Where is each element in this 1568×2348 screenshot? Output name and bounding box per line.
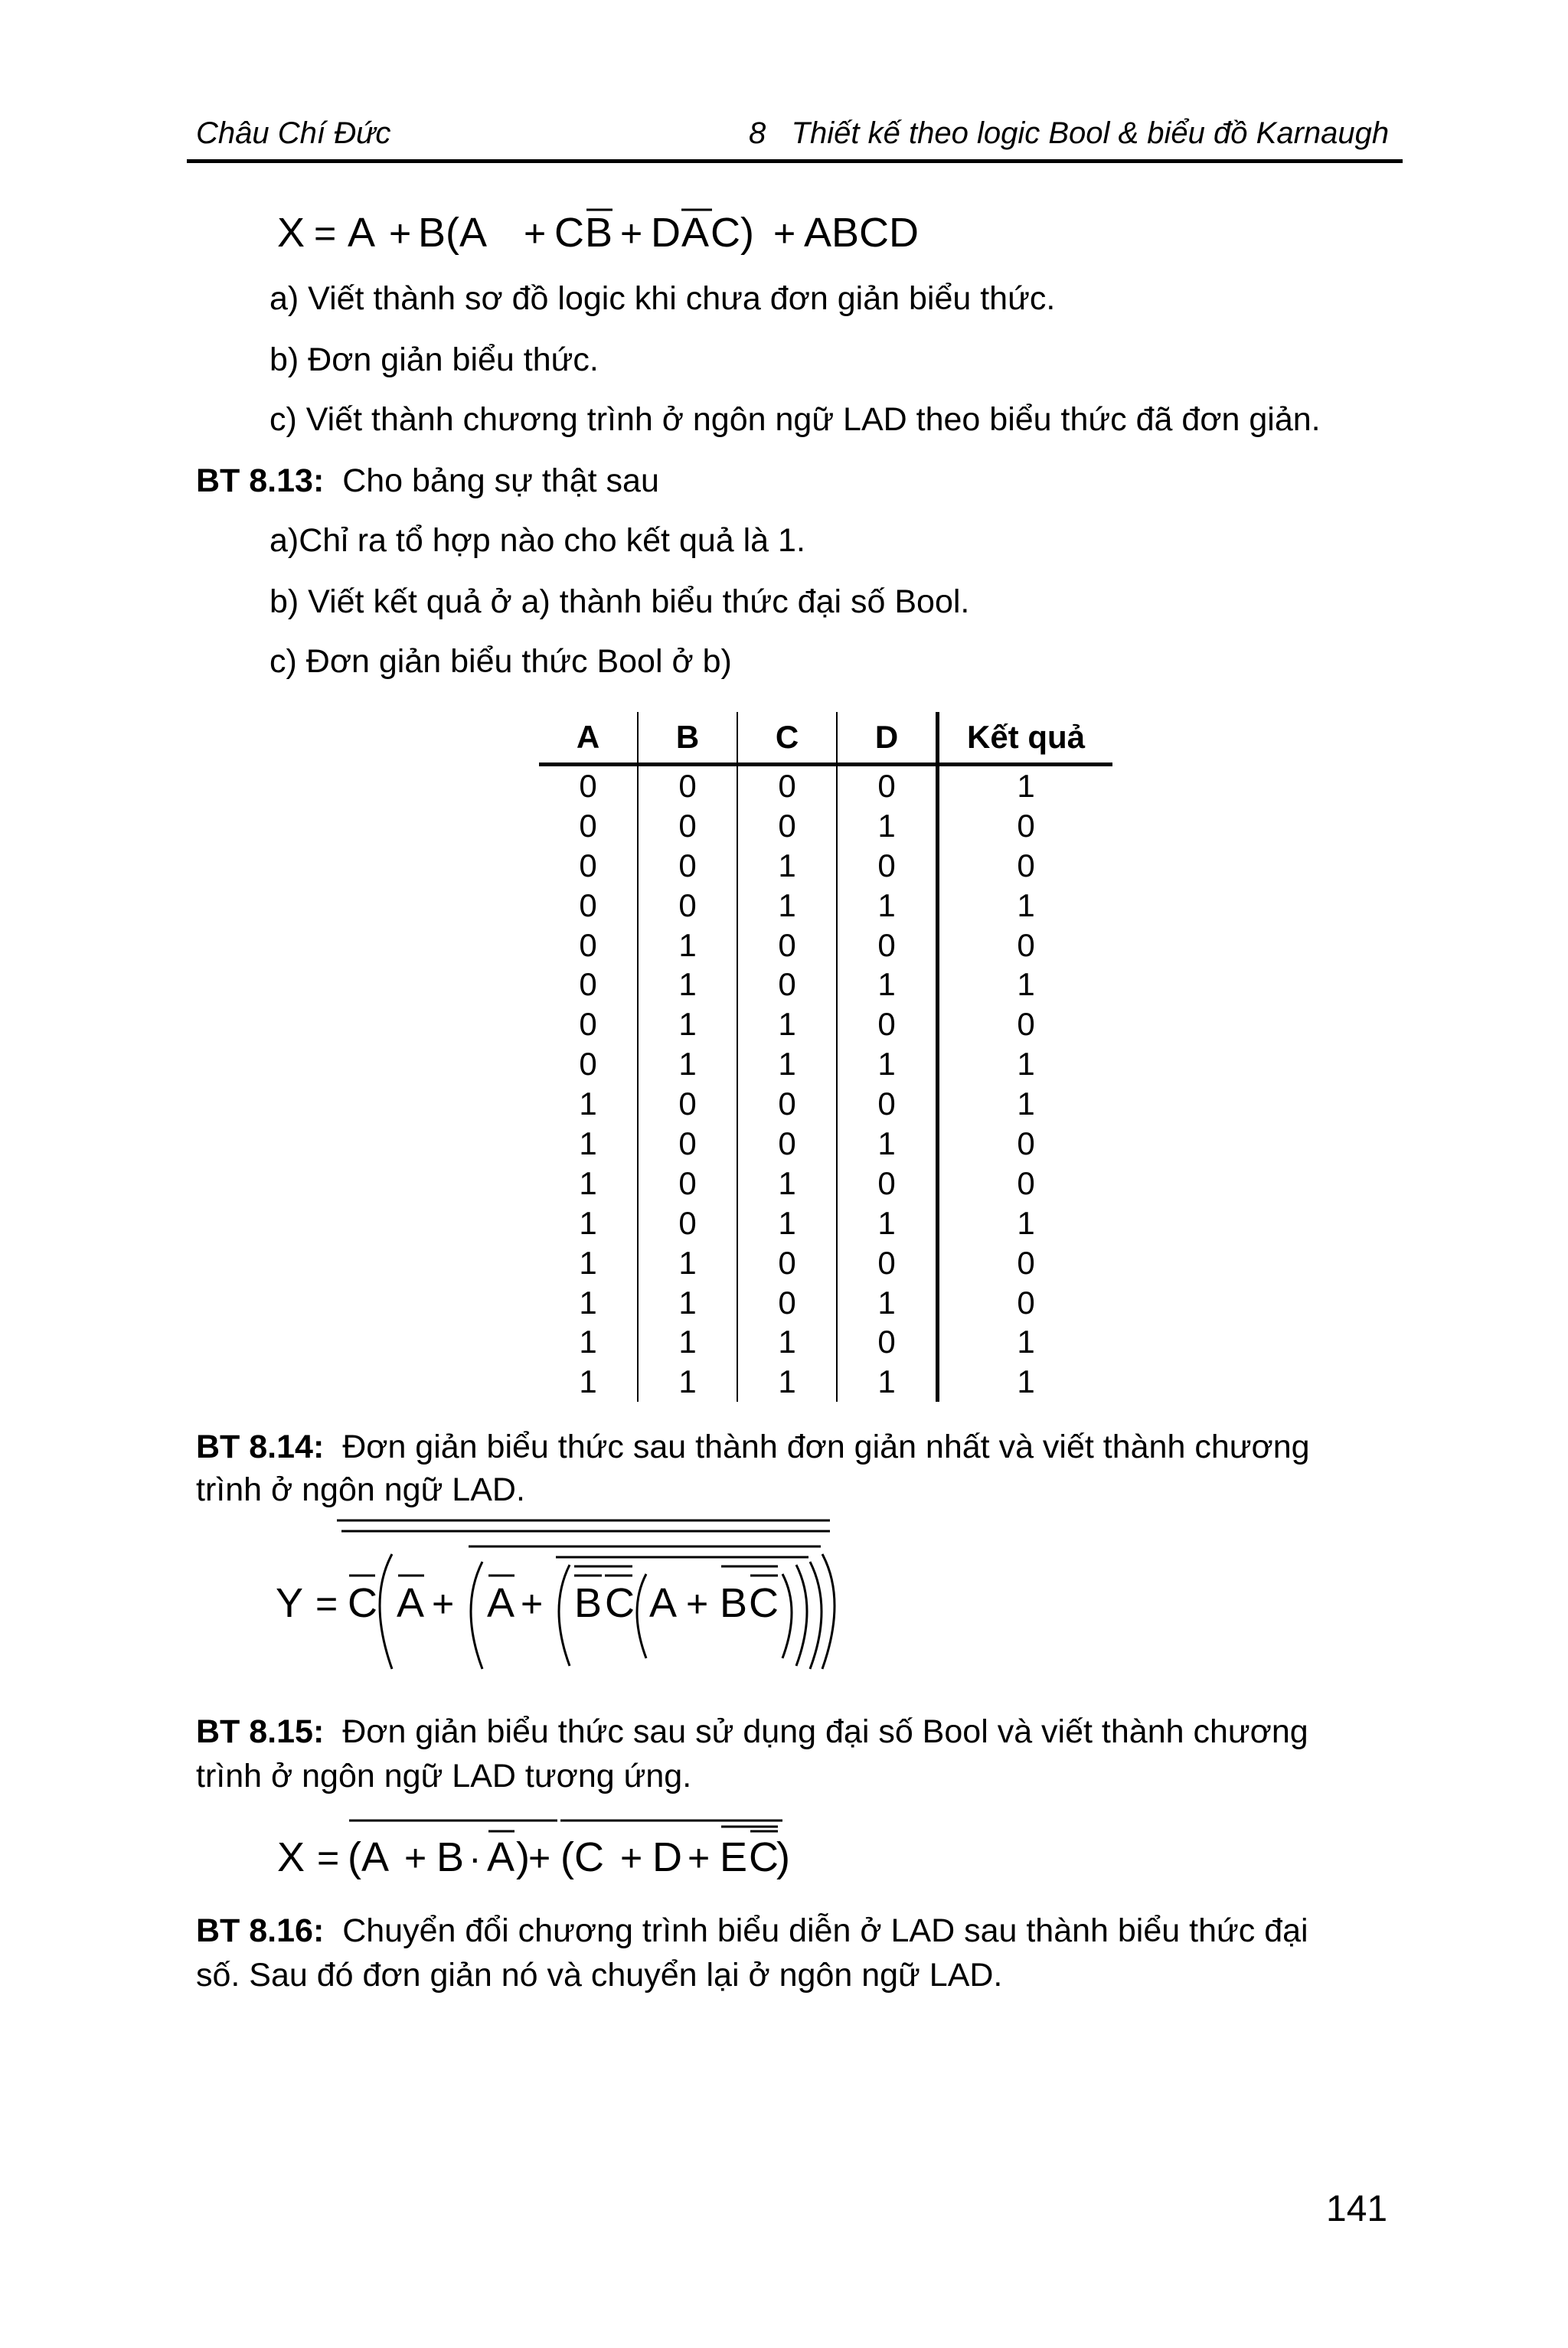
table-cell: 0 [539,1044,638,1084]
svg-text:+: + [620,1837,643,1879]
table-cell: 1 [638,1283,737,1323]
table-cell: 0 [737,1084,837,1124]
table-cell: 0 [1017,1244,1035,1281]
table-cell: 1 [837,886,938,926]
svg-text:=: = [315,1582,338,1625]
bt815-text-line1: Đơn giản biểu thức sau sử dụng đại số Bool và viết thành chương [342,1713,1308,1750]
svg-text:+: + [620,212,643,255]
svg-text:): ) [776,1834,790,1880]
bt815-line2: trình ở ngôn ngữ LAD tương ứng. [196,1758,692,1794]
svg-text:A: A [487,1580,515,1626]
svg-text:B: B [585,210,613,256]
table-cell: 0 [737,765,837,806]
svg-text:): ) [516,1834,530,1880]
table-cell: 1 [737,1164,837,1203]
formula-bt814 [268,1516,880,1684]
svg-text:=: = [317,1837,340,1879]
table-cell: 0 [638,886,737,926]
table-cell: 0 [1017,847,1035,883]
table-cell: 0 [837,1164,938,1203]
bt813-text: Cho bảng sự thật sau [342,462,659,499]
table-cell: 0 [737,1283,837,1323]
col-header-b: B [638,712,737,765]
svg-text:B: B [720,1580,748,1626]
table-cell: 1 [737,1044,837,1084]
table-cell: 1 [638,965,737,1004]
bt814-line2: trình ở ngôn ngữ LAD. [196,1471,525,1508]
svg-text:(C: (C [560,1834,604,1880]
formula-lhs: X [277,210,305,256]
table-cell: 0 [539,965,638,1004]
svg-text:B: B [436,1834,465,1880]
table-cell: 0 [638,846,737,886]
svg-text:D: D [652,1834,682,1880]
svg-text:+: + [773,212,796,255]
table-cell: 1 [539,1283,638,1323]
table-cell: 0 [638,1164,737,1203]
table-cell: 1 [1017,1324,1035,1360]
svg-text:(A: (A [348,1834,389,1880]
table-cell: 1 [638,1004,737,1044]
table-cell: 1 [837,806,938,846]
svg-text:C: C [554,210,584,256]
table-cell: 1 [638,1044,737,1084]
table-cell: 1 [837,1124,938,1164]
table-cell: 0 [539,846,638,886]
table-cell: 0 [837,926,938,965]
svg-text:B(A: B(A [418,210,488,256]
page-number: 141 [1326,2189,1388,2229]
table-row [539,1283,1112,1323]
table-cell: 0 [1017,1125,1035,1161]
table-row [539,846,1112,886]
table-cell: 1 [1017,1204,1035,1241]
svg-text:C: C [749,1834,779,1880]
table-cell: 0 [737,1243,837,1283]
svg-text:+: + [686,1582,709,1625]
table-cell: 1 [737,1203,837,1243]
svg-text:+: + [389,212,412,255]
svg-text:D: D [651,210,681,256]
col-header-c: C [737,712,837,765]
table-cell: 0 [837,1004,938,1044]
table-row [539,765,1112,806]
table-cell: 0 [1017,1006,1035,1043]
table-cell: 0 [638,1203,737,1243]
table-cell: 1 [837,1283,938,1323]
table-cell: 1 [539,1084,638,1124]
bt816-text-line1: Chuyển đổi chương trình biểu diễn ở LAD sau thành biểu thức đại [342,1912,1308,1949]
svg-text:C: C [749,1580,779,1626]
table-cell: 1 [539,1362,638,1402]
table-row [539,1124,1112,1164]
table-row [539,1004,1112,1044]
truth-table [539,712,1112,1402]
svg-text:=: = [314,212,337,255]
truth-table-header [539,712,1112,765]
formula-bt815 [268,1811,880,1888]
svg-text:A: A [649,1580,678,1626]
table-cell: 0 [837,1243,938,1283]
table-row [539,886,1112,926]
svg-text:A: A [397,1580,425,1626]
bt814-label: BT 8.14: [196,1429,325,1465]
table-cell: 0 [737,926,837,965]
table-cell: 0 [638,806,737,846]
table-row [539,1164,1112,1203]
table-cell: 1 [638,1362,737,1402]
table-cell: 1 [1017,966,1035,1003]
bt813-item-a: a)Chỉ ra tổ hợp nào cho kết quả là 1. [270,522,805,559]
table-cell: 0 [837,1322,938,1362]
table-cell: 1 [539,1203,638,1243]
table-cell: 1 [1017,1046,1035,1083]
svg-text:ABCD: ABCD [804,210,920,256]
bt812-item-b: b) Đơn giản biểu thức. [270,341,599,378]
header-rule [187,159,1403,163]
table-cell: 0 [737,806,837,846]
table-cell: 0 [539,765,638,806]
table-cell: 1 [539,1243,638,1283]
table-cell: 1 [737,1362,837,1402]
bt815-line1 [196,1713,1308,1751]
truth-table-body [539,765,1112,1403]
table-cell: 1 [539,1322,638,1362]
table-cell: 1 [1017,887,1035,923]
table-cell: 1 [539,1124,638,1164]
table-cell: 0 [539,806,638,846]
table-cell: 1 [1017,1086,1035,1122]
svg-text:A: A [487,1834,515,1880]
table-cell: 1 [737,1322,837,1362]
table-cell: 0 [638,1124,737,1164]
bt812-item-a: a) Viết thành sơ đồ logic khi chưa đơn giản biểu thức. [270,280,1056,317]
table-cell: 1 [638,1322,737,1362]
table-cell: 0 [837,765,938,806]
table-cell: 0 [837,846,938,886]
table-cell: 0 [638,765,737,806]
table-row [539,1362,1112,1402]
bt813-item-b: b) Viết kết quả ở a) thành biểu thức đại số Bool. [270,583,970,620]
col-header-a: A [539,712,638,765]
bt815-label: BT 8.15: [196,1713,325,1750]
svg-text:+: + [432,1582,455,1625]
svg-text:·: · [469,1837,482,1879]
svg-text:C: C [348,1580,377,1626]
table-row [539,926,1112,965]
table-row [539,1044,1112,1084]
svg-text:X: X [277,1834,305,1880]
svg-text:+: + [688,1837,710,1879]
table-cell: 0 [539,926,638,965]
table-cell: 0 [737,1124,837,1164]
bt813-label: BT 8.13: [196,462,325,499]
table-row [539,806,1112,846]
svg-text:B: B [574,1580,603,1626]
table-cell: 1 [837,1362,938,1402]
bt816-line2: số. Sau đó đơn giản nó và chuyển lại ở ngôn ngữ LAD. [196,1957,1003,1994]
table-cell: 1 [737,1004,837,1044]
svg-text:A: A [348,210,376,256]
table-row [539,1243,1112,1283]
table-cell: 1 [837,965,938,1004]
bt813-heading [196,462,659,500]
col-header-result: Kết quả [938,712,1113,765]
table-row [539,965,1112,1004]
table-cell: 1 [539,1164,638,1203]
svg-text:A: A [681,210,710,256]
table-cell: 1 [737,886,837,926]
svg-text:+: + [524,212,547,255]
table-cell: 0 [539,886,638,926]
table-cell: 1 [1017,1363,1035,1400]
svg-text:C: C [605,1580,635,1626]
table-row [539,1203,1112,1243]
table-cell: 0 [737,965,837,1004]
bt812-item-c: c) Viết thành chương trình ở ngôn ngữ LAD theo biểu thức đã đơn giản. [270,401,1321,438]
table-cell: 1 [638,926,737,965]
svg-text:+: + [404,1837,427,1879]
table-row [539,1084,1112,1124]
svg-text:+: + [528,1837,551,1879]
table-cell: 0 [1017,807,1035,844]
col-header-d: D [837,712,938,765]
table-cell: 0 [539,1004,638,1044]
table-cell: 1 [837,1044,938,1084]
table-row [539,1322,1112,1362]
formula-bt812 [268,201,957,262]
table-cell: 0 [837,1084,938,1124]
bt814-line1 [196,1429,1310,1466]
table-cell: 1 [638,1243,737,1283]
header-chapter: 8 Thiết kế theo logic Bool & biểu đồ Karnaugh [749,116,1390,150]
table-cell: 1 [837,1203,938,1243]
table-cell: 1 [737,846,837,886]
bt813-item-c: c) Đơn giản biểu thức Bool ở b) [270,643,732,680]
table-cell: 0 [1017,1284,1035,1321]
bt816-line1 [196,1912,1308,1950]
table-cell: 0 [1017,1164,1035,1201]
bt814-text-line1: Đơn giản biểu thức sau thành đơn giản nhất và viết thành chương [342,1429,1310,1465]
svg-text:E: E [720,1834,748,1880]
header-author: Châu Chí Đức [196,116,391,150]
table-cell: 0 [638,1084,737,1124]
svg-text:+: + [521,1582,544,1625]
svg-text:C): C) [710,210,754,256]
bt816-label: BT 8.16: [196,1912,325,1949]
table-cell: 0 [1017,926,1035,963]
table-cell: 1 [1017,767,1035,804]
svg-text:Y: Y [276,1580,304,1626]
